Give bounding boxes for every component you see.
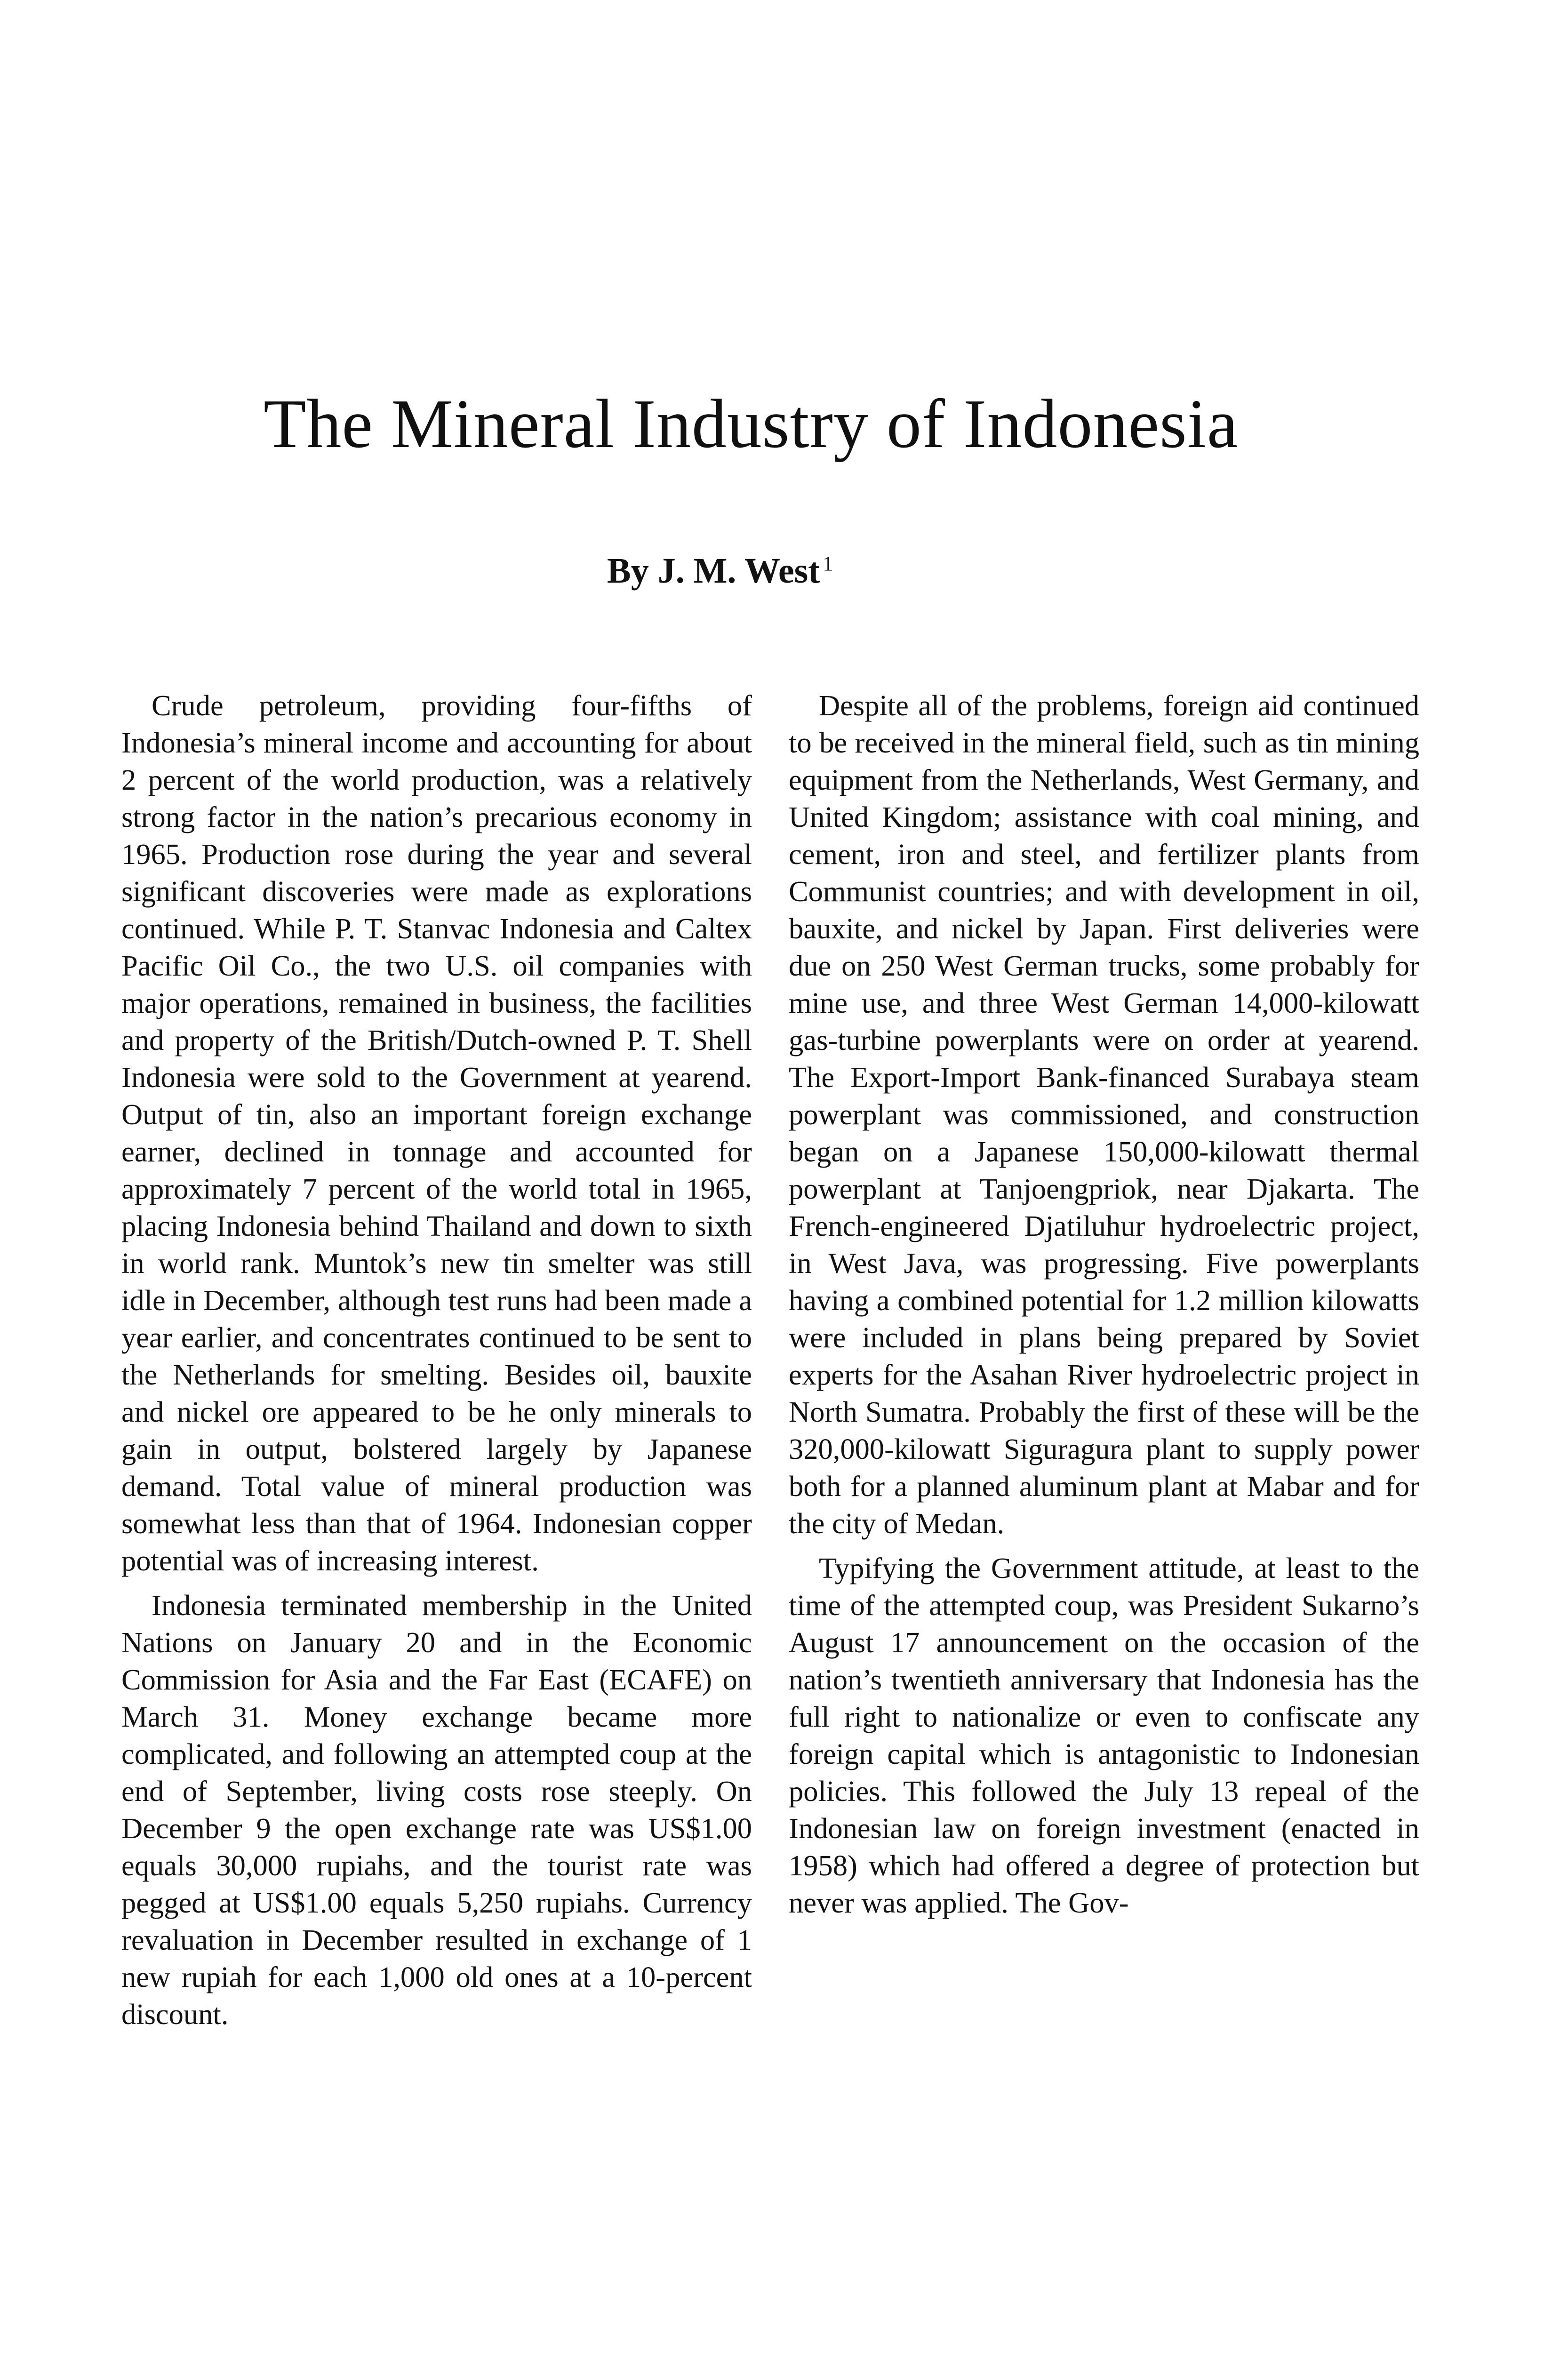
paragraph-foreign-aid: Despite all of the problems, foreign aid continued to be received in the mineral field, such as tin mining equipment from the Netherlands, West Germany, and United Kingdom; assistance with coal mining, and cement, iron and steel, and fertilizer plants from Communist countries; and with development in oil, bauxite, and nickel by Japan. First deliveries were due on 250 West German trucks, some probably for mine use, and three West German 14,000-kilowatt gas-turbine powerplants were on order at yearend. The Export-Import Bank-financed Surabaya steam powerplant was commissioned, and construction began on a Japanese 150,000-kilowatt thermal powerplant at Tanjoengpriok, near Djakarta. The French-engineered Djatiluhur hydroelectric project, in West Java, was progressing. Five powerplants having a combined potential for 1.2 million kilowatts were included in plans being prepared by Soviet experts for the Asahan River hydroelectric project in North Sumatra. Probably the first of these will be the 320,000-kilowatt Siguragura plant to supply power both for a planned aluminum plant at Mabar and for the city of Medan.: [789, 689, 1419, 1540]
author-name: By J. M. West: [607, 551, 820, 591]
article-title: The Mineral Industry of Indonesia: [264, 385, 1239, 463]
right-column: [789, 687, 1419, 1921]
paragraph-government-attitude: Typifying the Government attitude, at least to the time of the attempted coup, was President Sukarno’s August 17 announcement on the occasion of the nation’s twentieth anniversary that Indonesia has the full right to nationalize or even to confiscate any foreign capital which is antagonistic to Indonesian policies. This followed the July 13 repeal of the Indonesian law on foreign investment (enacted in 1958) which had offered a degree of protection but never was applied. The Gov-: [789, 1552, 1419, 1919]
footnote-reference: 1: [823, 552, 833, 575]
left-column: [121, 687, 752, 2033]
paragraph-overview: Crude petroleum, providing four-fifths of Indonesia’s mineral income and accounting for about 2 percent of the world production, was a relatively strong factor in the nation’s precarious economy in 1965. Production rose during the year and several significant discoveries were made as explorations continued. While P. T. Stanvac Indonesia and Caltex Pacific Oil Co., the two U.S. oil companies with major operations, remained in business, the facilities and property of the British/Dutch-owned P. T. Shell Indonesia were sold to the Government at yearend. Output of tin, also an important foreign exchange earner, declined in tonnage and accounted for approximately 7 percent of the world total in 1965, placing Indonesia behind Thailand and down to sixth in world rank. Muntok’s new tin smelter was still idle in December, although test runs had been made a year earlier, and concentrates continued to be sent to the Netherlands for smelting. Besides oil, bauxite and nickel ore appeared to be he only minerals to gain in output, bolstered largely by Japanese demand. Total value of mineral production was somewhat less than that of 1964. Indonesian copper potential was of increasing interest.: [121, 689, 752, 1577]
author-byline: [607, 551, 833, 592]
paragraph-economy: Indonesia terminated membership in the United Nations on January 20 and in the Economic Commission for Asia and the Far East (ECAFE) on March 31. Money exchange became more complicated, and following an attempted coup at the end of September, living costs rose steeply. On December 9 the open exchange rate was US$1.00 equals 30,000 rupiahs, and the tourist rate was pegged at US$1.00 equals 5,250 rupiahs. Currency revaluation in December resulted in exchange of 1 new rupiah for each 1,000 old ones at a 10-percent discount.: [121, 1589, 752, 2031]
